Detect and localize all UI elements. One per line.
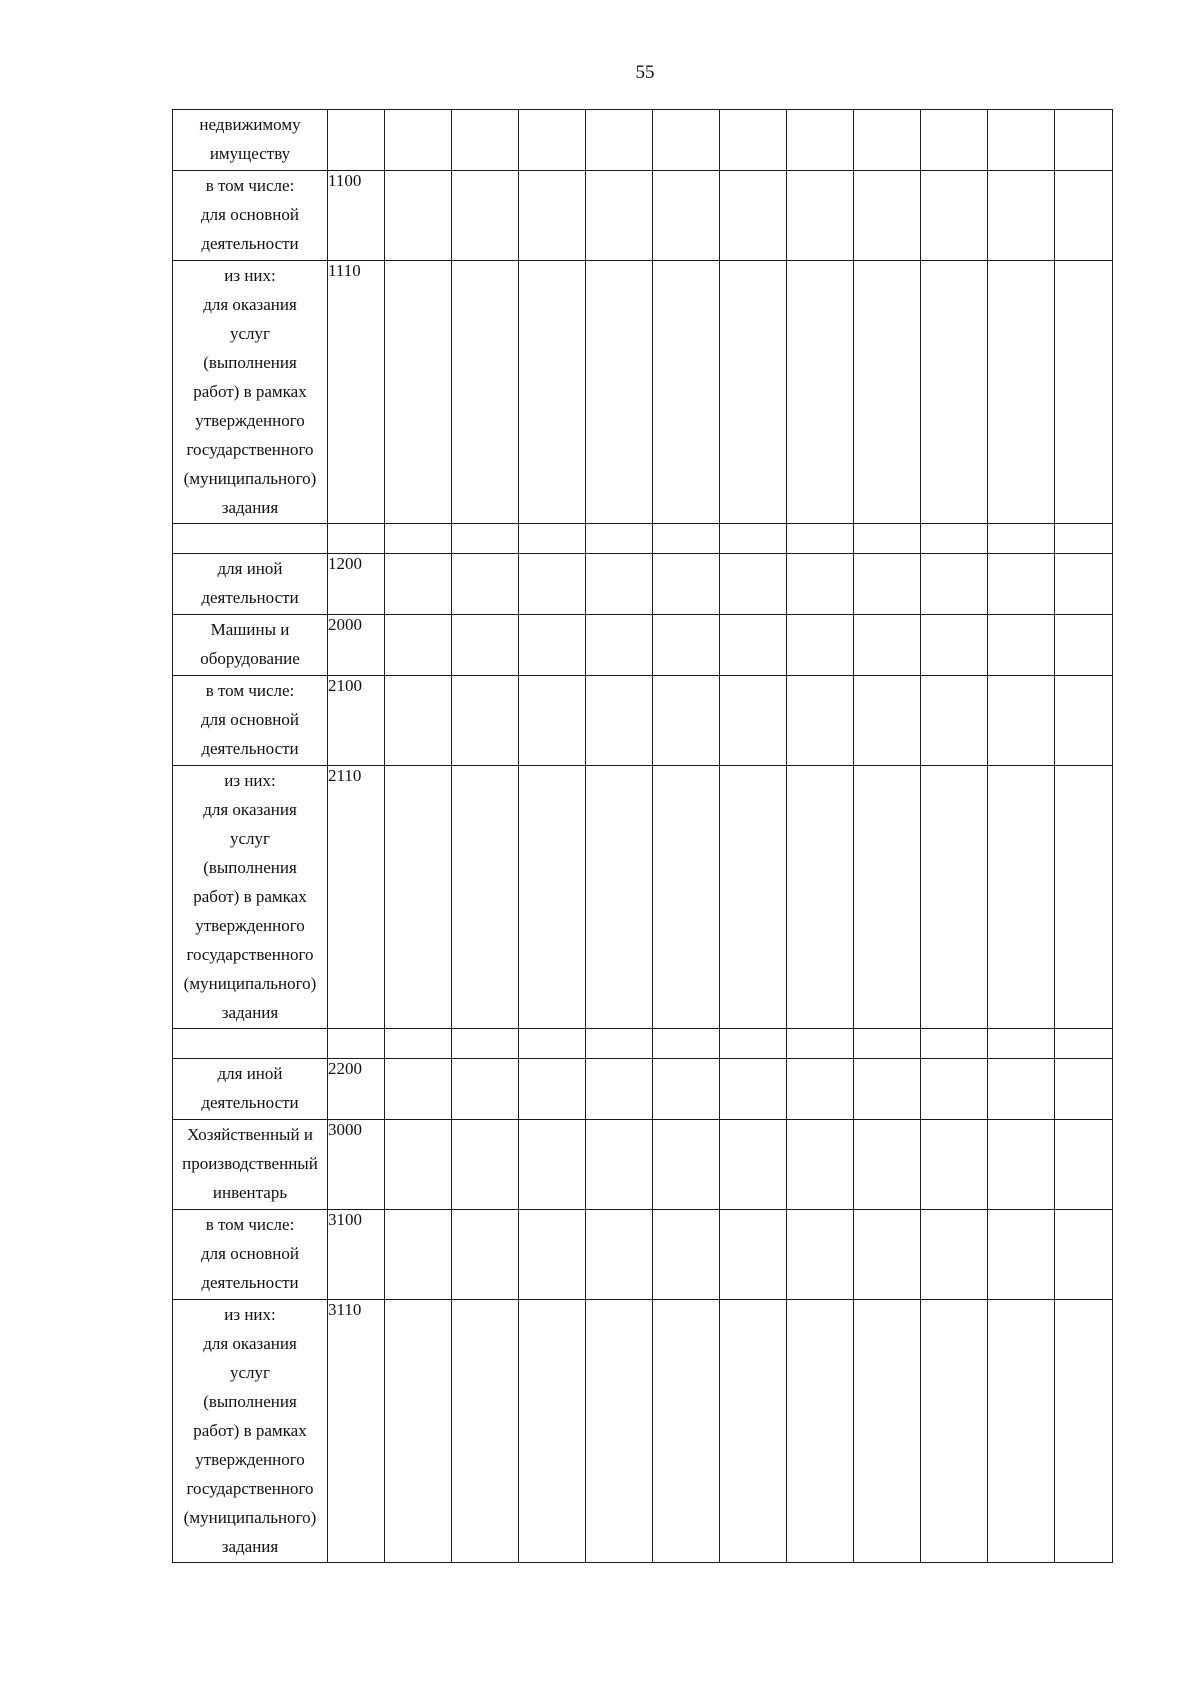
row-label	[173, 615, 328, 676]
spacer-row	[173, 1029, 1113, 1059]
empty-cell	[586, 524, 653, 554]
row-label-line: задания	[221, 1003, 279, 1022]
value-cell	[452, 766, 519, 1029]
empty-cell	[385, 1029, 452, 1059]
row-code: 1100	[328, 171, 385, 261]
value-cell	[921, 1210, 988, 1300]
empty-cell	[519, 1029, 586, 1059]
table-row	[173, 1300, 1113, 1563]
row-label-line: (выполнения	[203, 858, 297, 877]
value-cell	[1055, 615, 1113, 676]
value-cell	[519, 171, 586, 261]
value-cell	[1055, 261, 1113, 524]
row-label-line: инвентарь	[212, 1183, 288, 1202]
value-cell	[653, 1210, 720, 1300]
row-code: 2000	[328, 615, 385, 676]
empty-cell	[988, 1029, 1055, 1059]
empty-cell	[921, 1029, 988, 1059]
value-cell	[854, 110, 921, 171]
value-cell	[988, 171, 1055, 261]
empty-cell	[173, 524, 328, 554]
value-cell	[385, 110, 452, 171]
empty-cell	[452, 524, 519, 554]
row-label-line: недвижимому	[199, 115, 301, 134]
row-label-line: работ) в рамках	[193, 1421, 307, 1440]
table-row	[173, 615, 1113, 676]
row-label-line: оборудование	[200, 649, 300, 668]
value-cell	[921, 766, 988, 1029]
value-cell	[787, 1120, 854, 1210]
row-code: 1110	[328, 261, 385, 524]
empty-cell	[988, 524, 1055, 554]
value-cell	[1055, 676, 1113, 766]
value-cell	[988, 110, 1055, 171]
value-cell	[921, 676, 988, 766]
empty-cell	[653, 1029, 720, 1059]
row-label-line: производственный	[182, 1154, 318, 1173]
value-cell	[854, 1120, 921, 1210]
empty-cell	[328, 524, 385, 554]
empty-cell	[586, 1029, 653, 1059]
row-label-line: услуг	[229, 324, 270, 343]
value-cell	[653, 261, 720, 524]
table-row	[173, 1120, 1113, 1210]
empty-cell	[173, 1029, 328, 1059]
empty-cell	[921, 524, 988, 554]
row-label	[173, 1300, 328, 1563]
row-label-line: для оказания	[203, 1334, 297, 1353]
empty-cell	[720, 1029, 787, 1059]
row-code: 2100	[328, 676, 385, 766]
value-cell	[787, 1300, 854, 1563]
row-label-line: (муниципального)	[183, 469, 317, 488]
value-cell	[586, 261, 653, 524]
value-cell	[921, 110, 988, 171]
page-number: 55	[635, 62, 655, 83]
row-label-line: из них:	[224, 1305, 276, 1324]
report-table	[172, 109, 1113, 1563]
value-cell	[452, 1210, 519, 1300]
value-cell	[921, 615, 988, 676]
value-cell	[385, 766, 452, 1029]
value-cell	[988, 1059, 1055, 1120]
table-row	[173, 261, 1113, 524]
value-cell	[720, 615, 787, 676]
value-cell	[787, 1210, 854, 1300]
value-cell	[452, 1120, 519, 1210]
value-cell	[385, 1059, 452, 1120]
row-label-line: (выполнения	[203, 353, 297, 372]
row-label-line: для основной	[201, 710, 299, 729]
row-label-line: Машины и	[210, 620, 290, 639]
value-cell	[653, 171, 720, 261]
value-cell	[787, 766, 854, 1029]
row-label-line: утвержденного	[195, 1450, 305, 1469]
value-cell	[586, 1210, 653, 1300]
row-label-line: из них:	[224, 266, 276, 285]
row-label	[173, 1059, 328, 1120]
table-row	[173, 1210, 1113, 1300]
empty-cell	[519, 524, 586, 554]
value-cell	[452, 1300, 519, 1563]
value-cell	[519, 1059, 586, 1120]
value-cell	[519, 1300, 586, 1563]
row-label-line: (муниципального)	[183, 1508, 317, 1527]
value-cell	[854, 554, 921, 615]
value-cell	[452, 171, 519, 261]
value-cell	[720, 1120, 787, 1210]
empty-cell	[787, 524, 854, 554]
row-label-line: деятельности	[201, 739, 299, 758]
empty-cell	[452, 1029, 519, 1059]
row-label-line: в том числе:	[205, 176, 295, 195]
value-cell	[988, 615, 1055, 676]
value-cell	[988, 1120, 1055, 1210]
value-cell	[921, 1059, 988, 1120]
value-cell	[720, 261, 787, 524]
value-cell	[653, 766, 720, 1029]
row-label-line: утвержденного	[195, 916, 305, 935]
row-label	[173, 110, 328, 171]
row-label-line: для основной	[201, 205, 299, 224]
row-label	[173, 171, 328, 261]
value-cell	[653, 554, 720, 615]
value-cell	[787, 676, 854, 766]
row-label-line: государственного	[186, 440, 314, 459]
empty-cell	[720, 524, 787, 554]
row-label-line: деятельности	[201, 1093, 299, 1112]
value-cell	[385, 171, 452, 261]
value-cell	[720, 1059, 787, 1120]
value-cell	[988, 1210, 1055, 1300]
empty-cell	[854, 524, 921, 554]
value-cell	[921, 1300, 988, 1563]
row-label-line: для оказания	[203, 800, 297, 819]
value-cell	[1055, 1300, 1113, 1563]
row-label	[173, 261, 328, 524]
row-label-line: в том числе:	[205, 681, 295, 700]
value-cell	[653, 615, 720, 676]
table-row	[173, 554, 1113, 615]
value-cell	[720, 110, 787, 171]
row-label	[173, 554, 328, 615]
value-cell	[787, 554, 854, 615]
value-cell	[586, 615, 653, 676]
row-label	[173, 676, 328, 766]
table-row	[173, 676, 1113, 766]
table-row	[173, 766, 1113, 1029]
value-cell	[720, 766, 787, 1029]
value-cell	[921, 171, 988, 261]
value-cell	[653, 1300, 720, 1563]
row-label-line: в том числе:	[205, 1215, 295, 1234]
row-label-line: задания	[221, 1537, 279, 1556]
row-code: 2110	[328, 766, 385, 1029]
value-cell	[988, 261, 1055, 524]
empty-cell	[787, 1029, 854, 1059]
row-code: 1200	[328, 554, 385, 615]
value-cell	[653, 1059, 720, 1120]
value-cell	[519, 766, 586, 1029]
row-code	[328, 110, 385, 171]
value-cell	[787, 261, 854, 524]
value-cell	[854, 1059, 921, 1120]
row-label	[173, 1120, 328, 1210]
value-cell	[921, 261, 988, 524]
value-cell	[854, 1210, 921, 1300]
value-cell	[586, 1120, 653, 1210]
value-cell	[1055, 554, 1113, 615]
row-label	[173, 1210, 328, 1300]
row-label-line: Хозяйственный и	[187, 1125, 313, 1144]
value-cell	[519, 676, 586, 766]
value-cell	[385, 1210, 452, 1300]
row-label-line: для иной	[217, 1064, 283, 1083]
value-cell	[452, 676, 519, 766]
value-cell	[385, 676, 452, 766]
row-code: 3000	[328, 1120, 385, 1210]
row-label-line: утвержденного	[195, 411, 305, 430]
row-label-line: задания	[221, 498, 279, 517]
value-cell	[519, 615, 586, 676]
value-cell	[385, 1120, 452, 1210]
value-cell	[586, 171, 653, 261]
empty-cell	[854, 1029, 921, 1059]
row-label-line: государственного	[186, 945, 314, 964]
value-cell	[1055, 1210, 1113, 1300]
value-cell	[720, 171, 787, 261]
row-label-line: услуг	[229, 829, 270, 848]
row-label-line: для оказания	[203, 295, 297, 314]
value-cell	[720, 554, 787, 615]
value-cell	[452, 110, 519, 171]
value-cell	[1055, 1120, 1113, 1210]
row-code: 3110	[328, 1300, 385, 1563]
value-cell	[988, 766, 1055, 1029]
row-label-line: деятельности	[201, 588, 299, 607]
row-label-line: для основной	[201, 1244, 299, 1263]
value-cell	[586, 676, 653, 766]
table-row	[173, 171, 1113, 261]
table-row	[173, 1059, 1113, 1120]
value-cell	[854, 766, 921, 1029]
value-cell	[787, 615, 854, 676]
row-label-line: деятельности	[201, 234, 299, 253]
value-cell	[452, 554, 519, 615]
value-cell	[452, 1059, 519, 1120]
value-cell	[854, 171, 921, 261]
spacer-row	[173, 524, 1113, 554]
value-cell	[988, 676, 1055, 766]
row-code: 3100	[328, 1210, 385, 1300]
value-cell	[653, 110, 720, 171]
value-cell	[586, 110, 653, 171]
empty-cell	[1055, 1029, 1113, 1059]
empty-cell	[653, 524, 720, 554]
value-cell	[854, 676, 921, 766]
value-cell	[385, 615, 452, 676]
value-cell	[586, 766, 653, 1029]
value-cell	[653, 676, 720, 766]
value-cell	[921, 1120, 988, 1210]
row-label-line: для иной	[217, 559, 283, 578]
value-cell	[385, 1300, 452, 1563]
value-cell	[452, 615, 519, 676]
row-label-line: (муниципального)	[183, 974, 317, 993]
value-cell	[854, 615, 921, 676]
value-cell	[787, 110, 854, 171]
value-cell	[787, 171, 854, 261]
value-cell	[1055, 1059, 1113, 1120]
value-cell	[1055, 766, 1113, 1029]
empty-cell	[328, 1029, 385, 1059]
empty-cell	[385, 524, 452, 554]
value-cell	[452, 261, 519, 524]
row-label-line: работ) в рамках	[193, 887, 307, 906]
empty-cell	[1055, 524, 1113, 554]
value-cell	[653, 1120, 720, 1210]
value-cell	[586, 1300, 653, 1563]
table-row	[173, 110, 1113, 171]
value-cell	[988, 1300, 1055, 1563]
value-cell	[385, 261, 452, 524]
value-cell	[921, 554, 988, 615]
row-label-line: из них:	[224, 771, 276, 790]
value-cell	[1055, 110, 1113, 171]
value-cell	[519, 261, 586, 524]
value-cell	[787, 1059, 854, 1120]
value-cell	[586, 1059, 653, 1120]
value-cell	[854, 261, 921, 524]
value-cell	[519, 1120, 586, 1210]
value-cell	[385, 554, 452, 615]
row-label-line: государственного	[186, 1479, 314, 1498]
row-label-line: работ) в рамках	[193, 382, 307, 401]
value-cell	[720, 1210, 787, 1300]
row-label-line: деятельности	[201, 1273, 299, 1292]
value-cell	[720, 676, 787, 766]
row-label	[173, 766, 328, 1029]
value-cell	[519, 1210, 586, 1300]
row-label-line: (выполнения	[203, 1392, 297, 1411]
value-cell	[988, 554, 1055, 615]
value-cell	[519, 110, 586, 171]
row-code: 2200	[328, 1059, 385, 1120]
value-cell	[586, 554, 653, 615]
value-cell	[1055, 171, 1113, 261]
value-cell	[519, 554, 586, 615]
row-label-line: имуществу	[209, 144, 291, 163]
value-cell	[720, 1300, 787, 1563]
row-label-line: услуг	[229, 1363, 270, 1382]
value-cell	[854, 1300, 921, 1563]
